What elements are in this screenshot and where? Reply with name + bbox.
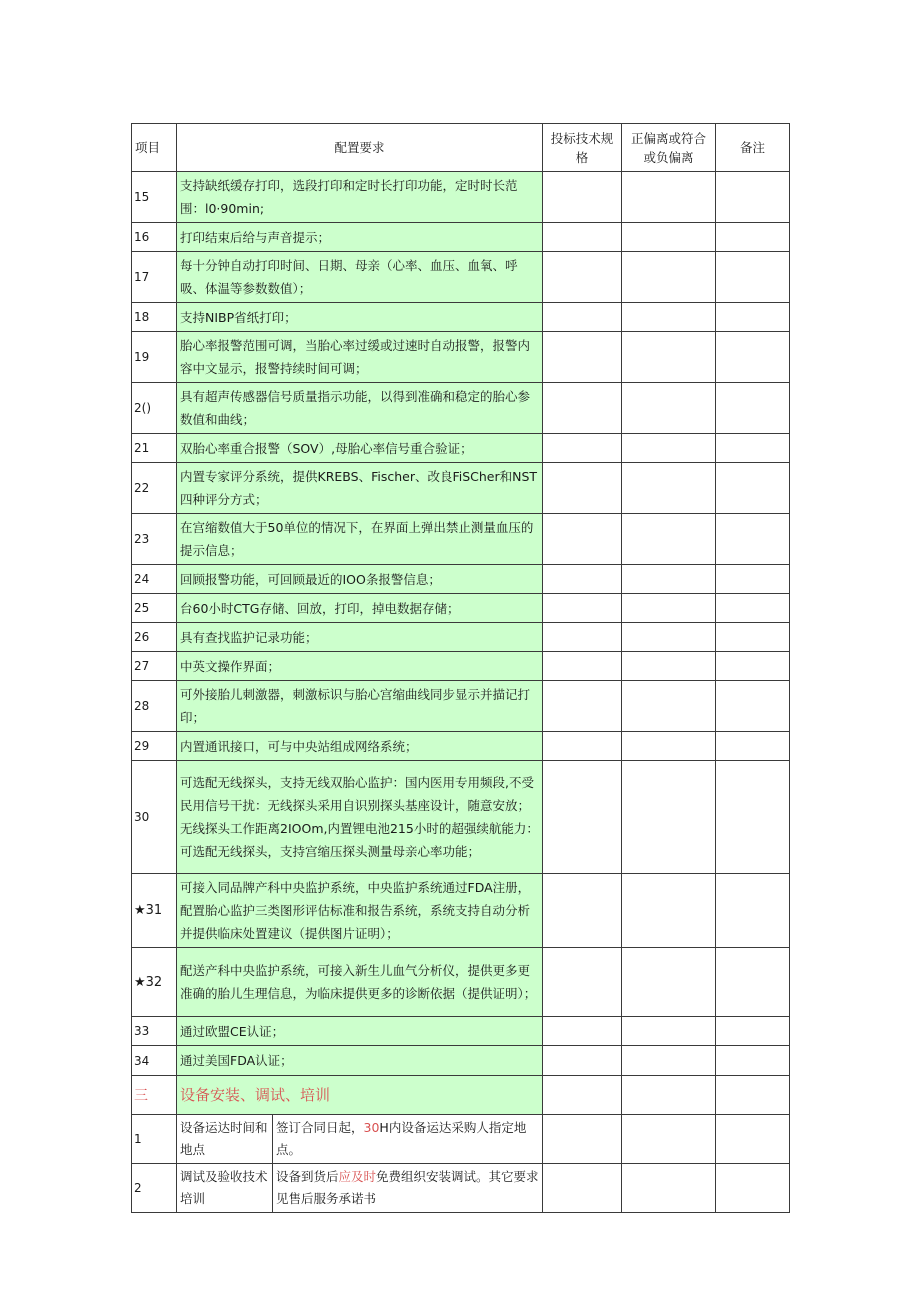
description-highlight: 30 — [363, 1120, 380, 1135]
requirement-text: 每十分钟自动打印时间、日期、母亲（心率、血压、血氧、呼吸、体温等参数数值）； — [177, 252, 543, 303]
table-row — [132, 565, 790, 594]
bid-spec-cell — [543, 594, 622, 623]
row-number: 15 — [132, 172, 177, 223]
table-row — [132, 463, 790, 514]
item-description — [273, 1115, 543, 1164]
note-cell — [716, 383, 790, 434]
table-row — [132, 948, 790, 1017]
table-row — [132, 761, 790, 874]
table-row — [132, 172, 790, 223]
row-number: 27 — [132, 652, 177, 681]
note-cell — [716, 594, 790, 623]
note-cell — [716, 463, 790, 514]
requirement-text: 中英文操作界面； — [177, 652, 543, 681]
note-cell — [716, 732, 790, 761]
deviation-cell — [622, 1076, 716, 1115]
deviation-cell — [622, 623, 716, 652]
row-number: 16 — [132, 223, 177, 252]
description-highlight: 应及时 — [338, 1169, 377, 1184]
item-label: 设备运达时间和地点 — [177, 1115, 273, 1164]
table-header-row — [132, 124, 790, 172]
specification-table — [131, 123, 790, 1213]
table-row — [132, 652, 790, 681]
note-cell — [716, 1017, 790, 1046]
bid-spec-cell — [543, 652, 622, 681]
table-row — [132, 223, 790, 252]
section-title — [177, 1076, 543, 1115]
note-cell — [716, 252, 790, 303]
deviation-cell — [622, 874, 716, 948]
table-row — [132, 681, 790, 732]
note-cell — [716, 172, 790, 223]
requirement-text: 支持NIBP省纸打印； — [177, 303, 543, 332]
row-number: 34 — [132, 1046, 177, 1076]
table-row — [132, 252, 790, 303]
table-row — [132, 1017, 790, 1046]
note-cell — [716, 874, 790, 948]
bid-spec-cell — [543, 252, 622, 303]
requirement-text: 在宫缩数值大于50单位的情况下，在界面上弹出禁止测量血压的提示信息； — [177, 514, 543, 565]
table-row — [132, 874, 790, 948]
note-cell — [716, 652, 790, 681]
note-cell — [716, 761, 790, 874]
deviation-cell — [622, 594, 716, 623]
header-item: 项目 — [132, 124, 177, 172]
row-number: 2 — [132, 1164, 177, 1213]
table-row — [132, 383, 790, 434]
row-number: 1 — [132, 1115, 177, 1164]
requirement-text: 可接入同品牌产科中央监护系统，中央监护系统通过FDA注册，配置胎心监护三类图形评估标准和报告系统，系统支持自动分析并提供临床处置建议（提供图片证明）； — [177, 874, 543, 948]
bid-spec-cell — [543, 565, 622, 594]
row-number: 22 — [132, 463, 177, 514]
deviation-cell — [622, 514, 716, 565]
bid-spec-cell — [543, 223, 622, 252]
requirement-text: 具有查找监护记录功能； — [177, 623, 543, 652]
deviation-cell — [622, 761, 716, 874]
note-cell — [716, 1076, 790, 1115]
section-title-text: 设备安装、调试、培训 — [180, 1085, 331, 1104]
deviation-cell — [622, 223, 716, 252]
requirement-text: 台60小时CTG存储、回放，打印，掉电数据存储； — [177, 594, 543, 623]
bid-spec-cell — [543, 332, 622, 383]
row-number: 24 — [132, 565, 177, 594]
note-cell — [716, 1164, 790, 1213]
bid-spec-cell — [543, 172, 622, 223]
row-number: 29 — [132, 732, 177, 761]
row-number: 21 — [132, 434, 177, 463]
description-text: 签订合同日起， — [276, 1120, 364, 1135]
row-number: 23 — [132, 514, 177, 565]
deviation-cell — [622, 948, 716, 1017]
table-row — [132, 332, 790, 383]
table-row — [132, 303, 790, 332]
note-cell — [716, 434, 790, 463]
row-number: 17 — [132, 252, 177, 303]
requirement-text: 打印结束后给与声音提示； — [177, 223, 543, 252]
requirement-text: 内置专家评分系统，提供KREBS、Fischer、改良FiSCher和NST四种评分方式； — [177, 463, 543, 514]
note-cell — [716, 223, 790, 252]
requirement-text: 内置通讯接口，可与中央站组成网络系统； — [177, 732, 543, 761]
requirement-text: 具有超声传感器信号质量指示功能，以得到准确和稳定的胎心参数值和曲线； — [177, 383, 543, 434]
deviation-cell — [622, 1115, 716, 1164]
bid-spec-cell — [543, 463, 622, 514]
table-row — [132, 623, 790, 652]
requirement-text: 支持缺纸缓存打印，选段打印和定时长打印功能，定时时长范围：l0·90min; — [177, 172, 543, 223]
table-row — [132, 434, 790, 463]
section-header-row — [132, 1076, 790, 1115]
deviation-cell — [622, 172, 716, 223]
section-number: 三 — [132, 1076, 177, 1115]
note-cell — [716, 1046, 790, 1076]
note-cell — [716, 1115, 790, 1164]
row-number: 25 — [132, 594, 177, 623]
note-cell — [716, 332, 790, 383]
bid-spec-cell — [543, 383, 622, 434]
table-row — [132, 1164, 790, 1213]
note-cell — [716, 623, 790, 652]
row-number: 18 — [132, 303, 177, 332]
header-bid-spec: 投标技术规格 — [543, 124, 622, 172]
requirement-text: 通过欧盟CE认证； — [177, 1017, 543, 1046]
row-number: ★31 — [132, 874, 177, 948]
row-number: 33 — [132, 1017, 177, 1046]
description-text: H内设备运达采购人指定地点。 — [276, 1120, 527, 1157]
note-cell — [716, 681, 790, 732]
deviation-cell — [622, 732, 716, 761]
bid-spec-cell — [543, 623, 622, 652]
requirement-text: 可外接胎儿刺激器，刺激标识与胎心宫缩曲线同步显示并描记打印； — [177, 681, 543, 732]
row-number: 19 — [132, 332, 177, 383]
deviation-cell — [622, 681, 716, 732]
deviation-cell — [622, 463, 716, 514]
note-cell — [716, 565, 790, 594]
bid-spec-cell — [543, 1046, 622, 1076]
bid-spec-cell — [543, 874, 622, 948]
deviation-cell — [622, 565, 716, 594]
deviation-cell — [622, 332, 716, 383]
table-row — [132, 1115, 790, 1164]
requirement-text: 配送产科中央监护系统，可接入新生儿血气分析仪，提供更多更准确的胎儿生理信息，为临床提供更多的诊断依据（提供证明）； — [177, 948, 543, 1017]
deviation-cell — [622, 1046, 716, 1076]
deviation-cell — [622, 303, 716, 332]
header-note: 备注 — [716, 124, 790, 172]
row-number: 2() — [132, 383, 177, 434]
bid-spec-cell — [543, 1115, 622, 1164]
requirement-text: 通过美国FDA认证； — [177, 1046, 543, 1076]
deviation-cell — [622, 1164, 716, 1213]
header-deviation: 正偏离或符合或负偏离 — [622, 124, 716, 172]
description-text: 设备到货后 — [276, 1169, 339, 1184]
description-text: 免费组织安装调试。其它要求见售后服务承诺书 — [276, 1169, 539, 1206]
row-number: 26 — [132, 623, 177, 652]
bid-spec-cell — [543, 1164, 622, 1213]
deviation-cell — [622, 383, 716, 434]
deviation-cell — [622, 1017, 716, 1046]
table-row — [132, 732, 790, 761]
bid-spec-cell — [543, 732, 622, 761]
bid-spec-cell — [543, 948, 622, 1017]
bid-spec-cell — [543, 761, 622, 874]
requirement-text: 回顾报警功能，可回顾最近的IOO条报警信息； — [177, 565, 543, 594]
bid-spec-cell — [543, 303, 622, 332]
note-cell — [716, 514, 790, 565]
bid-spec-cell — [543, 1017, 622, 1046]
deviation-cell — [622, 652, 716, 681]
row-number: 28 — [132, 681, 177, 732]
table-row — [132, 514, 790, 565]
table-row — [132, 1046, 790, 1076]
deviation-cell — [622, 434, 716, 463]
header-requirement: 配置要求 — [177, 124, 543, 172]
item-label: 调试及验收技术培训 — [177, 1164, 273, 1213]
bid-spec-cell — [543, 681, 622, 732]
bid-spec-cell — [543, 514, 622, 565]
table-row — [132, 594, 790, 623]
note-cell — [716, 303, 790, 332]
requirement-text: 双胎心率重合报警（SOV）,母胎心率信号重合验证； — [177, 434, 543, 463]
item-description — [273, 1164, 543, 1213]
deviation-cell — [622, 252, 716, 303]
row-number: 30 — [132, 761, 177, 874]
row-number: ★32 — [132, 948, 177, 1017]
bid-spec-cell — [543, 434, 622, 463]
requirement-text: 可选配无线探头，支持无线双胎心监护：国内医用专用频段,不受民用信号干扰：无线探头采用自识别探头基座设计，随意安放；无线探头工作距离2IOOm,内置锂电池215小时的超强续航能力：可选配无线探头，支持宫缩压探头测量母亲心率功能； — [177, 761, 543, 874]
bid-spec-cell — [543, 1076, 622, 1115]
note-cell — [716, 948, 790, 1017]
requirement-text: 胎心率报警范围可调，当胎心率过缓或过速时自动报警，报警内容中文显示，报警持续时间可调； — [177, 332, 543, 383]
